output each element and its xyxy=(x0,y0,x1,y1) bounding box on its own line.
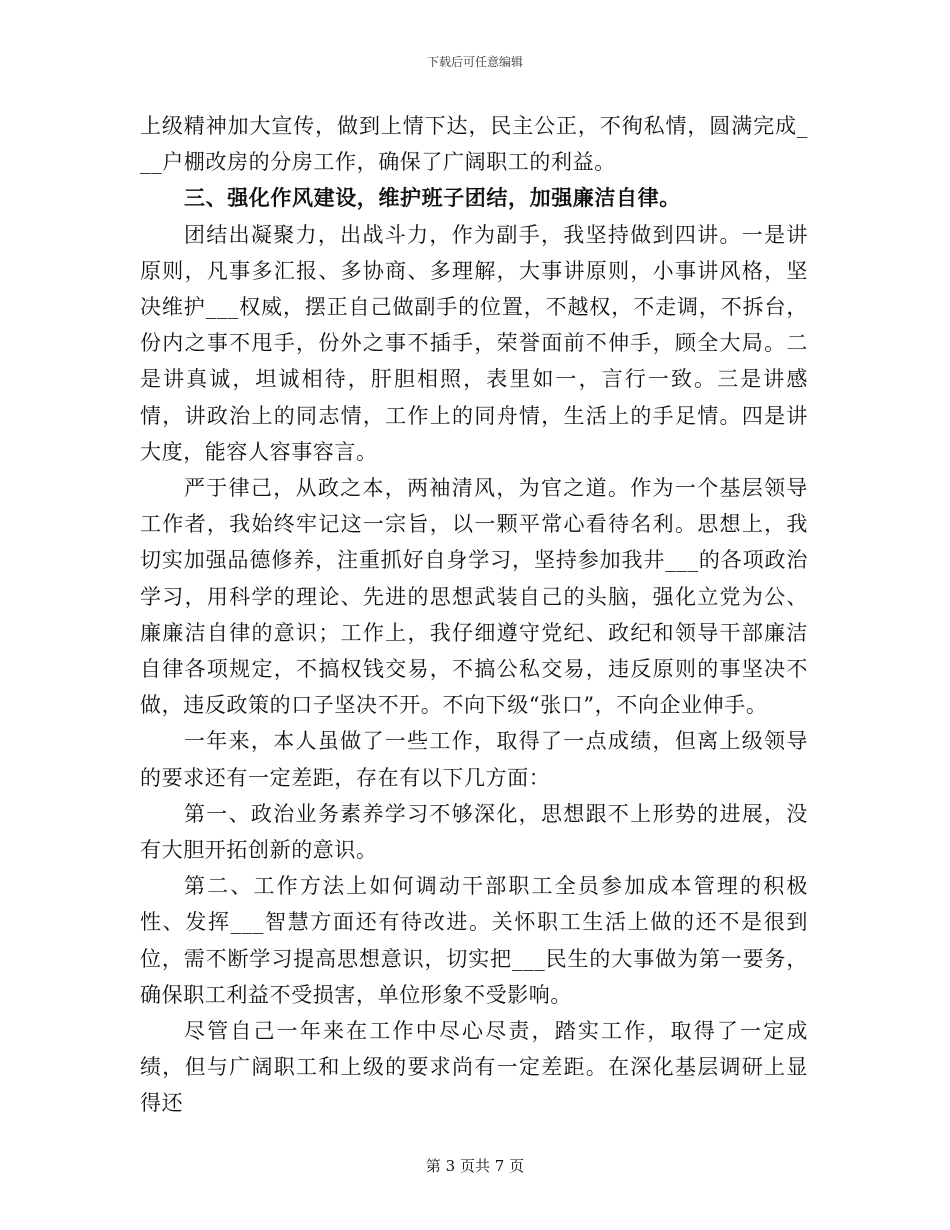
page-footer: 第 3 页共 7 页 xyxy=(425,1157,525,1175)
section-heading: 三、强化作风建设，维护班子团结，加强廉洁自律。 xyxy=(184,185,681,211)
paragraph-continuation: 上级精神加大宣传，做到上情下达，民主公正，不徇私情，圆满完成___户棚改房的分房工作，确保了广阔职工的利益。 xyxy=(140,114,808,175)
paragraph-issue-first: 第一、政治业务素养学习不够深化，思想跟不上形势的进展，没有大胆开拓创新的意识。 xyxy=(140,801,808,863)
paragraph-issue-second: 第二、工作方法上如何调动干部职工全员参加成本管理的积极性、发挥___智慧方面还有待改进。关怀职工生活上做的还不是很到位，需不断学习提高思想意识，切实把___民生的大事做为第一要务，确保职工利益不受损害，单位形象不受影响。 xyxy=(140,874,808,1007)
document-body xyxy=(140,108,808,1122)
paragraph-conclusion: 尽管自己一年来在工作中尽心尽责，踏实工作，取得了一定成绩，但与广阔职工和上级的要求尚有一定差距。在深化基层调研上显得还 xyxy=(140,1019,808,1116)
paragraph-summary: 一年来，本人虽做了一些工作，取得了一点成绩，但离上级领导的要求还有一定差距，存在有以下几方面： xyxy=(140,729,808,790)
paragraph-unity: 团结出凝聚力，出战斗力，作为副手，我坚持做到四讲。一是讲原则，凡事多汇报、多协商、多理解，大事讲原则，小事讲风格，坚决维护___权威，摆正自己做副手的位置，不越权，不走调，不拆台，份内之事不甩手，份外之事不插手，荣誉面前不伸手，顾全大局。二是讲真诚，坦诚相待，肝胆相照，表里如一，言行一致。三是讲感情，讲政治上的同志情，工作上的同舟情，生活上的手足情。四是讲大度，能容人容事容言。 xyxy=(140,222,808,464)
page-header: 下载后可任意编辑 xyxy=(426,55,523,69)
paragraph-self-discipline: 严于律己，从政之本，两袖清风，为官之道。作为一个基层领导工作者，我始终牢记这一宗旨，以一颗平常心看待名利。思想上，我切实加强品德修养，注重抓好自身学习，坚持参加我井___的各项政治学习，用科学的理论、先进的思想武装自己的头脑，强化立党为公、廉廉洁自律的意识；工作上，我仔细遵守党纪、政纪和领导干部廉洁自律各项规定，不搞权钱交易，不搞公私交易，违反原则的事坚决不做，违反政策的口子坚决不开。不向下级“张口”，不向企业伸手。 xyxy=(140,476,808,718)
